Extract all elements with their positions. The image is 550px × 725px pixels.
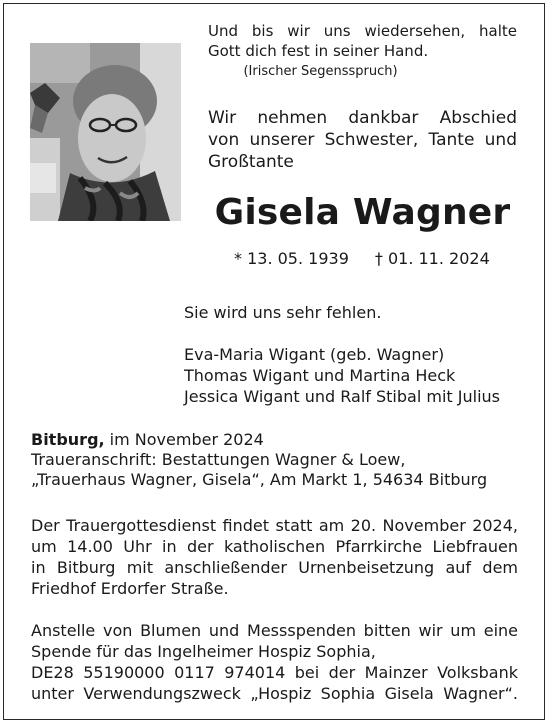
farewell-text — [208, 107, 517, 173]
deceased-name: Gisela Wagner — [214, 192, 511, 233]
donation-line: Spende für das Ingelheimer Hospiz Sophia, — [31, 642, 376, 661]
death-date: † 01. 11. 2024 — [374, 249, 490, 268]
service-line: Der Trauergottesdienst findet statt am 20. November 2024, — [31, 516, 518, 535]
address-line: Traueranschrift: Bestattungen Wagner & Loew, — [31, 450, 406, 469]
life-dates — [234, 249, 490, 269]
message-text: Sie wird uns sehr fehlen. — [184, 303, 382, 322]
portrait-photo — [30, 43, 181, 221]
donation-info — [31, 620, 518, 704]
portrait-illustration — [30, 43, 181, 221]
farewell-line: von unserer Schwester, Tante und — [208, 130, 517, 150]
family-list — [184, 344, 500, 407]
donation-line: DE28 55190000 0117 974014 bei der Mainzer Volksbank — [31, 663, 518, 682]
family-member: Eva-Maria Wigant (geb. Wagner) — [184, 345, 445, 364]
family-member: Jessica Wigant und Ralf Stibal mit Julius — [184, 387, 500, 406]
service-line: in Bitburg mit anschließender Urnenbeisetzung auf dem — [31, 558, 518, 577]
donation-line: unter Verwendungszweck „Hospiz Sophia Gisela Wagner“. — [31, 684, 518, 703]
place-and-address — [31, 430, 521, 490]
farewell-line: Großtante — [208, 152, 294, 172]
family-member: Thomas Wigant und Martina Heck — [184, 366, 456, 385]
quote-block — [208, 21, 517, 61]
quote-line: Und bis wir uns wiedersehen, halte — [208, 22, 517, 40]
service-info — [31, 515, 518, 599]
place-city: Bitburg, — [31, 430, 105, 449]
donation-line: Anstelle von Blumen und Messspenden bitten wir um eine — [31, 621, 518, 640]
quote-source: (Irischer Segensspruch) — [243, 64, 398, 79]
quote-line: Gott dich fest in seiner Hand. — [208, 42, 429, 60]
place-date: im November 2024 — [104, 430, 264, 449]
farewell-line: Wir nehmen dankbar Abschied — [208, 108, 517, 128]
address-line: „Trauerhaus Wagner, Gisela“, Am Markt 1, 54634 Bitburg — [31, 470, 488, 489]
birth-date: * 13. 05. 1939 — [234, 249, 349, 268]
service-line: um 14.00 Uhr in der katholischen Pfarrkirche Liebfrauen — [31, 537, 518, 556]
service-line: Friedhof Erdorfer Straße. — [31, 579, 229, 598]
